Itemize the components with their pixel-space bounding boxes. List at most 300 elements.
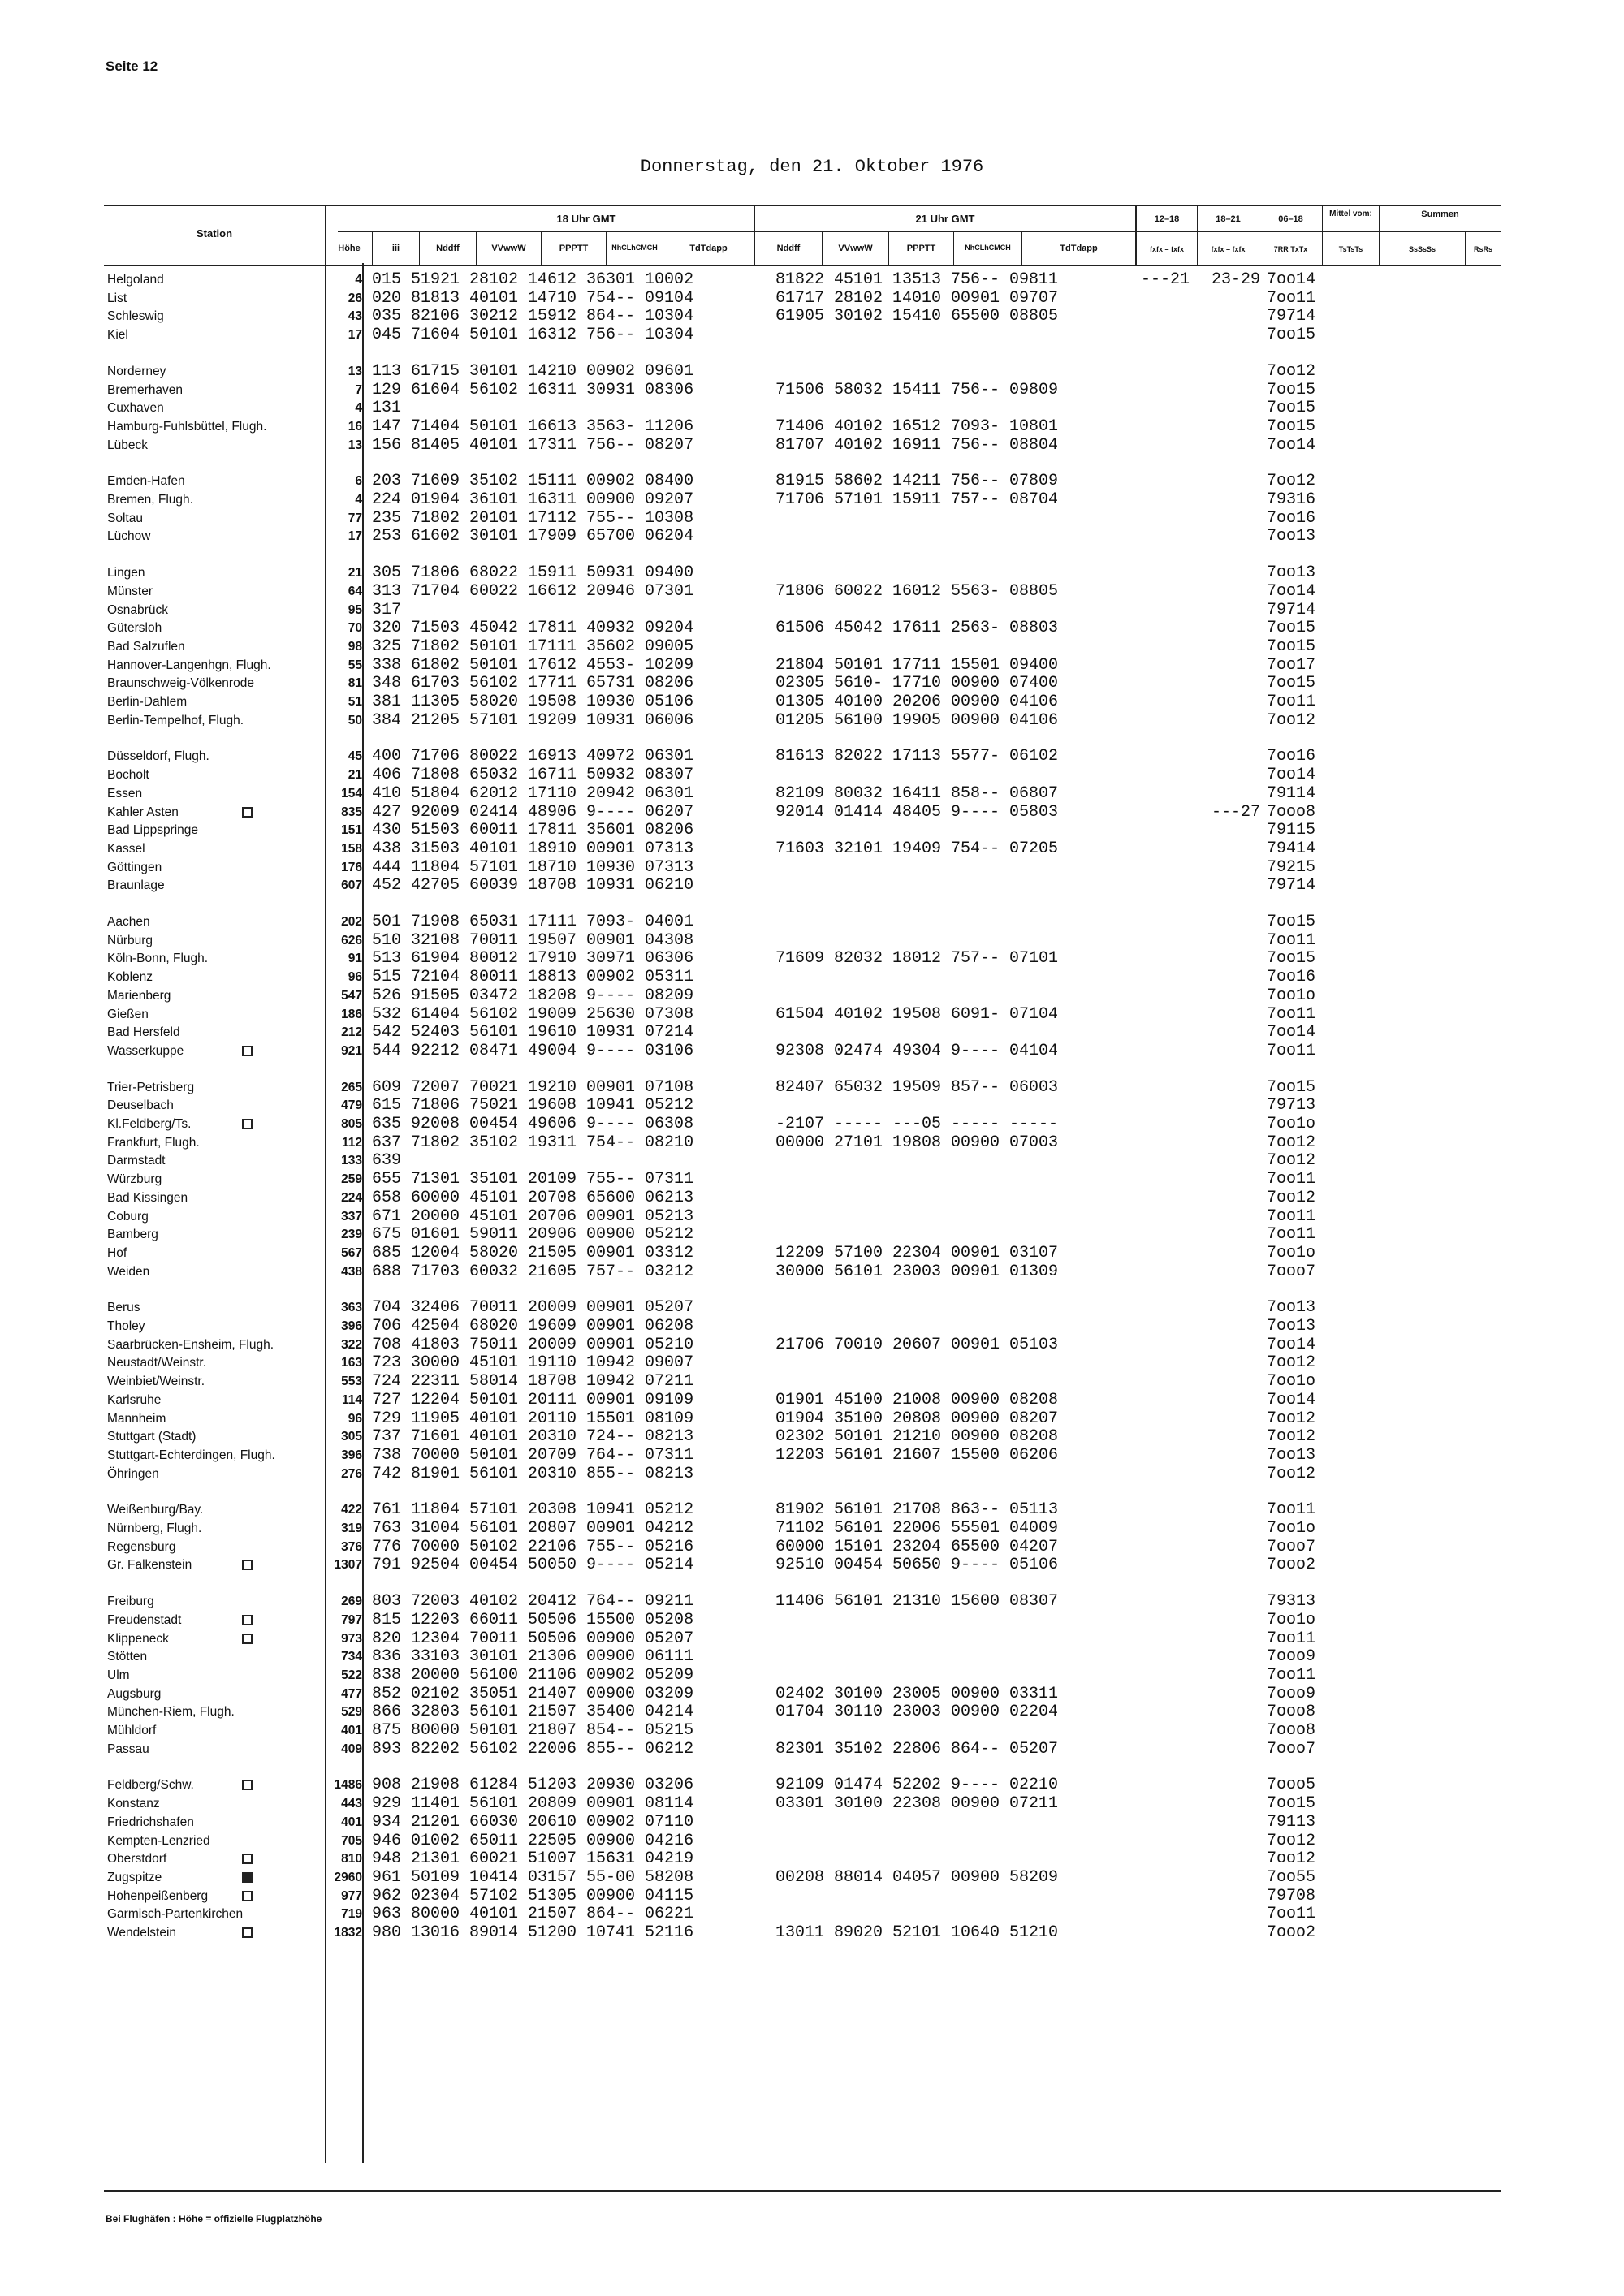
table-row (0, 1189, 1624, 1207)
daily-summary: 7oo16 (1267, 747, 1316, 766)
obs-18-utc: 501 71908 65031 17111 7093- 04001 (372, 913, 694, 931)
open-square-marker (242, 1615, 253, 1625)
obs-18-utc: 738 70000 50101 20709 764-- 07311 (372, 1445, 694, 1465)
table-row (0, 1776, 1624, 1794)
table-row (0, 1685, 1624, 1703)
obs-18-utc: 742 81901 56101 20310 855-- 08213 (372, 1464, 694, 1483)
obs-21-utc: 01904 35100 20808 00900 08207 (775, 1409, 1059, 1428)
station-name: Ulm (107, 1668, 130, 1682)
station-name: Norderney (107, 364, 166, 378)
table-row (0, 1722, 1624, 1740)
daily-summary: 7oo1o (1267, 1610, 1316, 1629)
obs-21-utc: 81902 56101 21708 863-- 05113 (775, 1500, 1059, 1520)
sub-summen-2: RsRs (1473, 245, 1492, 253)
station-name: Weiden (107, 1264, 150, 1279)
table-row (0, 1079, 1624, 1097)
table-row (0, 840, 1624, 858)
open-square-marker (242, 1780, 253, 1790)
obs-18-utc: 325 71802 50101 17111 35602 09005 (372, 637, 694, 656)
obs-18-utc: 131 (372, 399, 402, 418)
station-name: Berus (107, 1301, 140, 1315)
obs-21-utc: 61504 40102 19508 6091- 07104 (775, 1004, 1059, 1024)
station-name: Nürburg (107, 933, 153, 947)
station-name: Schleswig (107, 309, 164, 324)
station-name: Saarbrücken-Ensheim, Flugh. (107, 1337, 274, 1352)
table-row (0, 1208, 1624, 1226)
daily-summary: 7oo12 (1267, 1409, 1316, 1428)
station-name: Bad Lippspringe (107, 823, 199, 838)
station-name: Kl.Feldberg/Ts. (107, 1117, 192, 1131)
table-row (0, 1042, 1624, 1060)
station-height: 305 (341, 1430, 362, 1444)
station-name: Mannheim (107, 1411, 166, 1426)
table-row (0, 1648, 1624, 1666)
obs-18-utc: 320 71503 45042 17811 40932 09204 (372, 619, 694, 638)
daily-summary: 7oo13 (1267, 1317, 1316, 1336)
g18-col-4: NhCLhCMCH (611, 244, 658, 252)
obs-18-utc: 513 61904 80012 17910 30971 06306 (372, 949, 694, 969)
obs-18-utc: 129 61604 56102 16311 30931 08306 (372, 380, 694, 399)
daily-summary: 7oo11 (1267, 1500, 1316, 1520)
obs-18-utc: 688 71703 60032 21605 757-- 03212 (372, 1262, 694, 1281)
station-name: Freiburg (107, 1595, 154, 1609)
station-height: 1307 (334, 1558, 362, 1573)
table-row (0, 859, 1624, 877)
station-name: Bamberg (107, 1228, 158, 1242)
obs-18-utc: 452 42705 60039 18708 10931 06210 (372, 876, 694, 896)
daily-summary: 7oo12 (1267, 1151, 1316, 1171)
daily-summary: 79115 (1267, 821, 1316, 840)
obs-18-utc: 313 71704 60022 16612 20946 07301 (372, 581, 694, 601)
obs-18-utc: 791 92504 00454 50050 9---- 05214 (372, 1556, 694, 1575)
obs-21-utc: 01305 40100 20206 00900 04106 (775, 693, 1059, 711)
obs-21-utc: 03301 30100 22308 00900 07211 (775, 1794, 1059, 1814)
daily-summary: 7ooo7 (1267, 1262, 1316, 1281)
obs-18-utc: 609 72007 70021 19210 00901 07108 (372, 1077, 694, 1097)
station-height: 396 (341, 1448, 362, 1462)
station-name: Marienberg (107, 988, 171, 1003)
station-height: 112 (341, 1135, 362, 1150)
daily-summary: 7oo15 (1267, 637, 1316, 656)
station-name: Stuttgart (Stadt) (107, 1430, 197, 1444)
obs-18-utc: 637 71802 35102 19311 754-- 08210 (372, 1133, 694, 1152)
station-height: 45 (348, 749, 362, 764)
sub-summen-1: SsSsSs (1408, 245, 1436, 253)
table-row (0, 822, 1624, 839)
station-height: 21 (348, 768, 362, 783)
station-height: 477 (341, 1686, 362, 1701)
station-height: 239 (341, 1228, 362, 1242)
daily-summary: 7oo12 (1267, 1427, 1316, 1447)
obs-18-utc: 532 61404 56102 19009 25630 07308 (372, 1004, 694, 1024)
station-name: Berlin-Dahlem (107, 695, 188, 709)
station-name: Kahler Asten (107, 805, 179, 819)
station-name: Oberstdorf (107, 1852, 167, 1867)
station-height: 977 (341, 1888, 362, 1903)
daily-summary: 7oo12 (1267, 472, 1316, 491)
obs-18-utc: 444 11804 57101 18710 10930 07313 (372, 857, 694, 877)
table-row (0, 271, 1624, 289)
obs-21-utc: 71506 58032 15411 756-- 09809 (775, 380, 1059, 399)
table-row (0, 363, 1624, 381)
station-height: 55 (348, 658, 362, 672)
station-height: 522 (341, 1668, 362, 1682)
station-height: 626 (341, 933, 362, 947)
daily-summary: 7ooo2 (1267, 1923, 1316, 1942)
table-row (0, 932, 1624, 950)
table-row (0, 1097, 1624, 1115)
daily-summary: 79114 (1267, 783, 1316, 803)
station-height: 114 (341, 1392, 362, 1407)
table-row (0, 969, 1624, 986)
footer-rule (104, 2190, 1501, 2192)
table-row (0, 528, 1624, 546)
table-row (0, 1703, 1624, 1721)
station-height: 337 (341, 1209, 362, 1224)
table-row (0, 619, 1624, 637)
footnote: Bei Flughäfen : Höhe = offizielle Flugplatzhöhe (106, 2213, 322, 2225)
station-name: Regensburg (107, 1539, 176, 1554)
obs-18-utc: 866 32803 56101 21507 35400 04214 (372, 1703, 694, 1722)
station-name: Stötten (107, 1650, 148, 1664)
station-height: 529 (341, 1705, 362, 1720)
daily-summary: 7oo13 (1267, 1445, 1316, 1465)
station-name: Helgoland (107, 273, 164, 287)
station-name: Gütersloh (107, 621, 162, 636)
table-row (0, 382, 1624, 399)
table-header (104, 205, 1501, 266)
station-name: Weißenburg/Bay. (107, 1503, 204, 1517)
obs-21-utc: 81822 45101 13513 756-- 09811 (775, 270, 1059, 289)
daily-summary: 7oo17 (1267, 655, 1316, 675)
table-row (0, 1245, 1624, 1262)
station-height: 607 (341, 878, 362, 893)
daily-summary: 7oo11 (1267, 1170, 1316, 1189)
obs-18-utc: 542 52403 56101 19610 10931 07214 (372, 1023, 694, 1042)
station-height: 719 (341, 1907, 362, 1922)
table-row (0, 987, 1624, 1005)
station-height: 21 (348, 566, 362, 580)
period-18-21: 18–21 (1216, 214, 1241, 224)
obs-18-utc: 961 50109 10414 03157 55-00 58208 (372, 1867, 694, 1887)
station-name: München-Riem, Flugh. (107, 1705, 235, 1720)
daily-summary: 7oo14 (1267, 1335, 1316, 1354)
table-row (0, 491, 1624, 509)
station-height: 6 (355, 474, 362, 489)
station-name: Frankfurt, Flugh. (107, 1135, 200, 1150)
obs-18-utc: 675 01601 59011 20906 00900 05212 (372, 1225, 694, 1245)
station-height: 186 (341, 1007, 362, 1021)
daily-summary: 7oo16 (1267, 968, 1316, 987)
obs-18-utc: 729 11905 40101 20110 15501 08109 (372, 1409, 694, 1428)
table-row (0, 1373, 1624, 1391)
daily-summary: 7oo11 (1267, 1665, 1316, 1685)
page-number: Seite 12 (106, 58, 158, 74)
station-height: 133 (341, 1154, 362, 1168)
table-row (0, 1539, 1624, 1556)
station-name: Hohenpeißenberg (107, 1888, 209, 1903)
table-row (0, 1850, 1624, 1868)
daily-summary: 7oo15 (1267, 326, 1316, 345)
daily-summary: 7oo1o (1267, 1243, 1316, 1262)
group-18-header: 18 Uhr GMT (556, 213, 616, 225)
station-height: 154 (341, 786, 362, 801)
station-height: 4 (355, 401, 362, 416)
station-name: Lüchow (107, 529, 151, 544)
station-height: 553 (341, 1375, 362, 1389)
station-height: 26 (348, 291, 362, 305)
table-row (0, 290, 1624, 308)
station-height: 363 (341, 1301, 362, 1315)
station-name: Emden-Hafen (107, 474, 185, 489)
daily-summary: 7oo11 (1267, 693, 1316, 711)
station-height: 17 (348, 529, 362, 544)
obs-21-utc: -2107 ----- ---05 ----- ----- (775, 1115, 1059, 1133)
station-name: Düsseldorf, Flugh. (107, 749, 209, 764)
daily-summary: 7oo14 (1267, 270, 1316, 289)
daily-summary: 79313 (1267, 1592, 1316, 1612)
table-row (0, 1612, 1624, 1629)
daily-summary: 79713 (1267, 1096, 1316, 1116)
obs-21-utc: 92510 00454 50650 9---- 05106 (775, 1556, 1059, 1575)
table-row (0, 1869, 1624, 1887)
station-name: Bocholt (107, 768, 149, 783)
station-height: 95 (348, 602, 362, 617)
station-height: 567 (341, 1245, 362, 1260)
table-row (0, 308, 1624, 326)
station-name: Göttingen (107, 860, 162, 874)
obs-18-utc: 836 33103 30101 21306 00900 06111 (372, 1647, 694, 1667)
station-height: 269 (341, 1595, 362, 1609)
station-name: Zugspitze (107, 1870, 162, 1884)
obs-18-utc: 235 71802 20101 17112 755-- 10308 (372, 508, 694, 528)
station-height: 810 (341, 1852, 362, 1867)
obs-18-utc: 723 30000 45101 19110 10942 09007 (372, 1353, 694, 1373)
station-height: 376 (341, 1539, 362, 1554)
station-height: 805 (341, 1117, 362, 1131)
sub-12-18: fxfx – fxfx (1149, 245, 1185, 253)
station-name: Augsburg (107, 1686, 162, 1701)
obs-21-utc: 71102 56101 22006 55501 04009 (775, 1519, 1059, 1538)
station-name: Essen (107, 786, 143, 801)
table-row (0, 877, 1624, 895)
station-name: Wasserkuppe (107, 1043, 184, 1058)
station-name: Garmisch-Partenkirchen (107, 1907, 244, 1922)
daily-summary: 7ooo8 (1267, 1721, 1316, 1740)
obs-18-utc: 671 20000 45101 20706 00901 05213 (372, 1206, 694, 1226)
station-height: 17 (348, 328, 362, 343)
station-name: Köln-Bonn, Flugh. (107, 952, 209, 966)
table-row (0, 399, 1624, 417)
obs-18-utc: 893 82202 56102 22006 855-- 06212 (372, 1739, 694, 1759)
obs-18-utc: 763 31004 56101 20807 00901 04212 (372, 1519, 694, 1538)
table-row (0, 437, 1624, 455)
station-name: Mühldorf (107, 1724, 157, 1737)
station-height: 401 (341, 1815, 362, 1829)
daily-summary: 7ooo7 (1267, 1739, 1316, 1759)
daily-summary: 7oo12 (1267, 1464, 1316, 1483)
obs-21-utc: 61506 45042 17611 2563- 08803 (775, 619, 1059, 638)
station-name: Stuttgart-Echterdingen, Flugh. (107, 1448, 275, 1462)
daily-summary: 7ooo7 (1267, 1537, 1316, 1556)
obs-21-utc: 02402 30100 23005 00900 03311 (775, 1684, 1059, 1703)
obs-18-utc: 615 71806 75021 19608 10941 05212 (372, 1096, 694, 1116)
g21-col-2: VVwwW (838, 244, 873, 253)
station-name: Klippeneck (107, 1631, 169, 1646)
table-row (0, 1667, 1624, 1685)
obs-18-utc: 015 51921 28102 14612 36301 10002 (372, 270, 694, 289)
daily-summary: 7oo12 (1267, 1831, 1316, 1850)
station-height: 4 (355, 493, 362, 507)
obs-18-utc: 820 12304 70011 50506 00900 05207 (372, 1629, 694, 1648)
daily-summary: 7ooo5 (1267, 1776, 1316, 1795)
station-height: 212 (341, 1025, 362, 1040)
obs-18-utc: 724 22311 58014 18708 10942 07211 (372, 1372, 694, 1392)
table-row (0, 1556, 1624, 1574)
station-height: 973 (341, 1631, 362, 1646)
obs-21-utc: 71603 32101 19409 754-- 07205 (775, 839, 1059, 858)
table-row (0, 1299, 1624, 1317)
table-row (0, 418, 1624, 436)
table-row (0, 1593, 1624, 1611)
obs-18-utc: 929 11401 56101 20809 00901 08114 (372, 1794, 694, 1814)
station-name: Deuselbach (107, 1098, 174, 1113)
obs-18-utc: 639 (372, 1151, 402, 1171)
station-name: Trier-Petrisberg (107, 1080, 195, 1094)
obs-18-utc: 708 41803 75011 20009 00901 05210 (372, 1335, 694, 1354)
daily-summary: 7oo15 (1267, 913, 1316, 931)
daily-summary: 7oo12 (1267, 1188, 1316, 1207)
table-row (0, 1006, 1624, 1024)
station-name: Gr. Falkenstein (107, 1558, 192, 1573)
station-name: Osnabrück (107, 602, 168, 617)
station-height: 91 (348, 952, 362, 966)
obs-21-utc: 21804 50101 17711 15501 09400 (775, 655, 1059, 675)
daily-summary: 7oo15 (1267, 416, 1316, 436)
station-height: 70 (348, 621, 362, 636)
table-row (0, 1134, 1624, 1152)
obs-18-utc: 510 32108 70011 19507 00901 04308 (372, 930, 694, 950)
group-21-header: 21 Uhr GMT (915, 213, 975, 225)
obs-18-utc: 963 80000 40101 21507 864-- 06221 (372, 1905, 694, 1924)
table-row (0, 657, 1624, 675)
station-height: 96 (348, 1411, 362, 1426)
daily-summary: 7oo1o (1267, 986, 1316, 1005)
station-name: List (107, 291, 127, 305)
obs-21-utc: 12203 56101 21607 15500 06206 (775, 1445, 1059, 1465)
station-height: 835 (341, 805, 362, 819)
obs-21-utc: 71706 57101 15911 757-- 08704 (775, 490, 1059, 509)
iii-header: iii (391, 244, 400, 253)
obs-18-utc: 908 21908 61284 51203 20930 03206 (372, 1776, 694, 1795)
daily-summary: 7ooo9 (1267, 1684, 1316, 1703)
obs-21-utc: 02305 5610- 17710 00900 07400 (775, 674, 1059, 693)
daily-summary: 7oo1o (1267, 1115, 1316, 1133)
obs-18-utc: 934 21201 66030 20610 00902 07110 (372, 1812, 694, 1832)
obs-21-utc: 92308 02474 49304 9---- 04104 (775, 1041, 1059, 1060)
station-height: 443 (341, 1797, 362, 1811)
obs-21-utc: 30000 56101 23003 00901 01309 (775, 1262, 1059, 1281)
station-name: Koblenz (107, 970, 153, 985)
obs-21-utc: 71806 60022 16012 5563- 08805 (775, 581, 1059, 601)
obs-21-utc: 82109 80032 16411 858-- 06807 (775, 783, 1059, 803)
table-row (0, 1116, 1624, 1133)
obs-18-utc: 948 21301 60021 51007 15631 04219 (372, 1849, 694, 1869)
obs-18-utc: 655 71301 35101 20109 755-- 07311 (372, 1170, 694, 1189)
table-row (0, 1024, 1624, 1042)
station-header: Station (196, 227, 233, 240)
table-row (0, 602, 1624, 619)
daily-summary: 7oo12 (1267, 710, 1316, 730)
station-height: 176 (341, 860, 362, 874)
table-row (0, 1795, 1624, 1813)
station-name: Bremen, Flugh. (107, 493, 193, 507)
station-name: Bremerhaven (107, 382, 184, 397)
table-row (0, 1410, 1624, 1428)
daily-summary: 7oo14 (1267, 1023, 1316, 1042)
station-height: 224 (341, 1190, 362, 1205)
daily-summary: 7oo13 (1267, 527, 1316, 546)
sub-18-21: fxfx – fxfx (1211, 245, 1246, 253)
table-row (0, 1226, 1624, 1244)
station-height: 77 (348, 511, 362, 525)
document-title: Donnerstag, den 21. Oktober 1976 (640, 157, 984, 177)
table-row (0, 510, 1624, 528)
obs-18-utc: 727 12204 50101 20111 00901 09109 (372, 1390, 694, 1409)
table-row (0, 1924, 1624, 1942)
daily-summary: 7ooo8 (1267, 1703, 1316, 1722)
table-row (0, 950, 1624, 968)
obs-18-utc: 526 91505 03472 18208 9---- 08209 (372, 986, 694, 1005)
obs-18-utc: 852 02102 35051 21407 00900 03209 (372, 1684, 694, 1703)
open-square-marker (242, 1119, 253, 1129)
table-row (0, 1263, 1624, 1281)
g21-col-3: PPPTT (906, 244, 936, 253)
obs-18-utc: 381 11305 58020 19508 10930 05106 (372, 693, 694, 711)
g21-col-1: Nddff (776, 244, 801, 253)
station-name: Hamburg-Fuhlsbüttel, Flugh. (107, 419, 267, 434)
station-height: 438 (341, 1264, 362, 1279)
obs-18-utc: 427 92009 02414 48906 9---- 06207 (372, 802, 694, 822)
table-row (0, 913, 1624, 931)
daily-summary: 79714 (1267, 307, 1316, 326)
station-height: 151 (341, 823, 362, 838)
daily-summary: 79113 (1267, 1812, 1316, 1832)
table-row (0, 1152, 1624, 1170)
station-name: Öhringen (107, 1466, 159, 1481)
g18-col-2: VVwwW (491, 244, 526, 253)
obs-18-utc: 962 02304 57102 51305 00900 04115 (372, 1886, 694, 1905)
table-row (0, 766, 1624, 784)
open-square-marker (242, 1891, 253, 1901)
obs-18-utc: 348 61703 56102 17711 65731 08206 (372, 674, 694, 693)
station-height: 409 (341, 1741, 362, 1756)
daily-summary: 79215 (1267, 857, 1316, 877)
daily-summary: 7oo15 (1267, 949, 1316, 969)
obs-18-utc: 147 71404 50101 16613 3563- 11206 (372, 416, 694, 436)
daily-summary: 7oo15 (1267, 1794, 1316, 1814)
station-height: 1832 (334, 1926, 362, 1940)
obs-21-utc: 12209 57100 22304 00901 03107 (775, 1243, 1059, 1262)
daily-summary: 7ooo9 (1267, 1647, 1316, 1667)
station-name: Lübeck (107, 438, 148, 452)
station-name: Kempten-Lenzried (107, 1833, 210, 1848)
station-name: Feldberg/Schw. (107, 1778, 194, 1793)
obs-18-utc: 203 71609 35102 15111 00902 08400 (372, 472, 694, 491)
daily-summary: 7oo11 (1267, 1905, 1316, 1924)
daily-summary: 7oo16 (1267, 508, 1316, 528)
daily-summary: 7ooo2 (1267, 1556, 1316, 1575)
